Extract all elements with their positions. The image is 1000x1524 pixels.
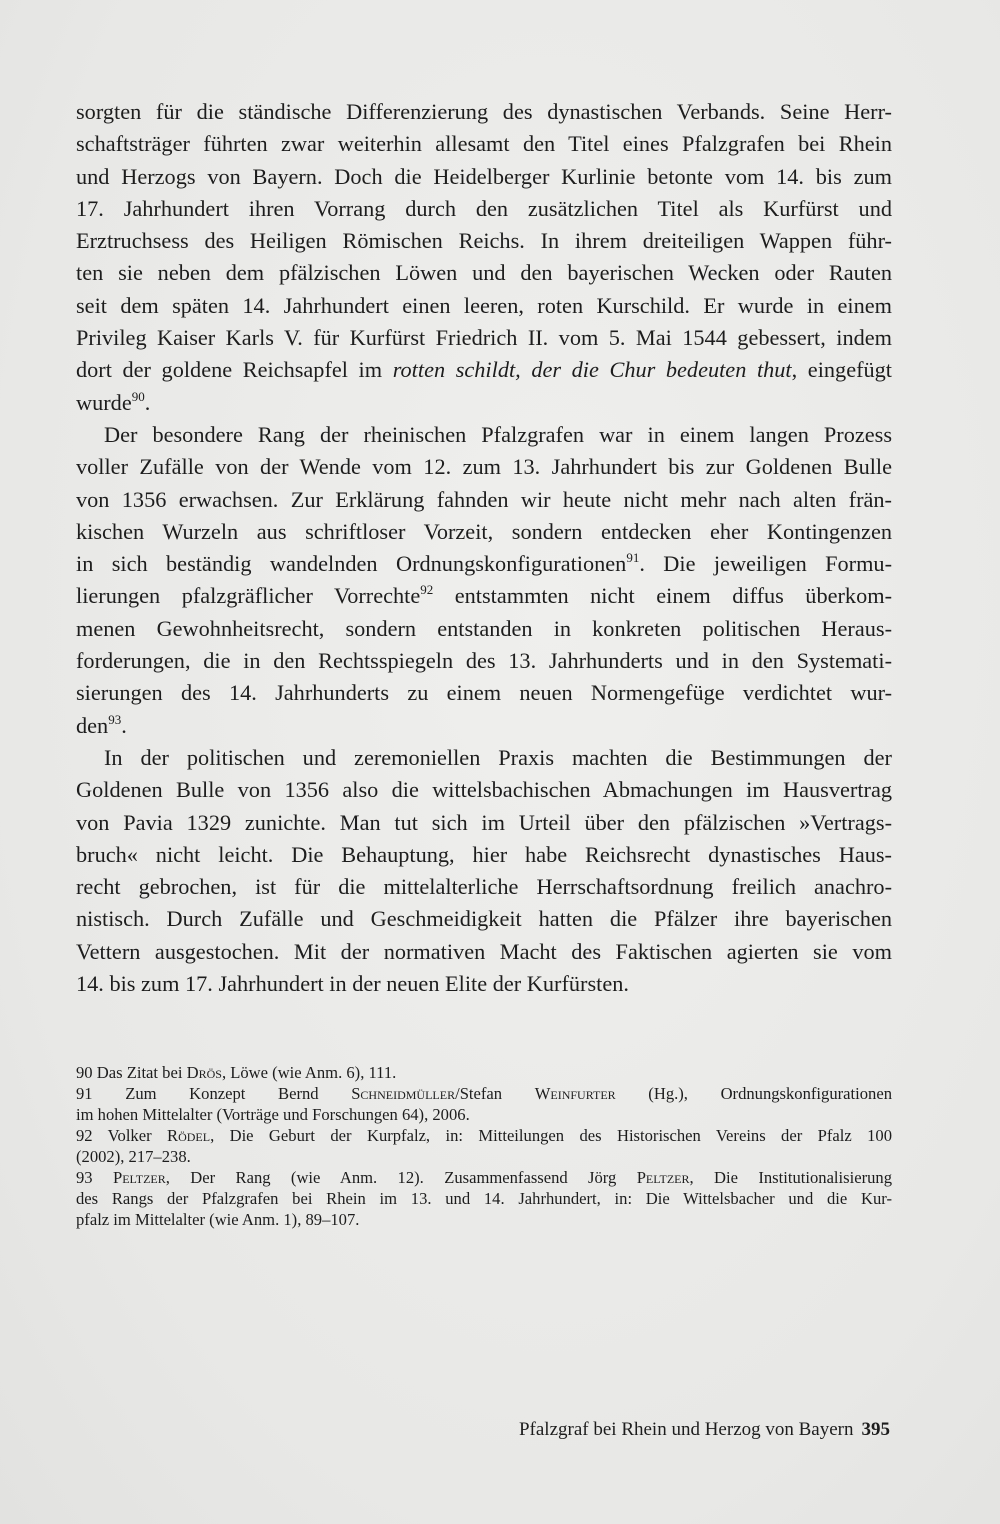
text-line: bruch« nicht leicht. Die Behauptung, hier habe Reichsrecht dynastisches Haus- (76, 841, 892, 867)
text-line: sorgten für die ständische Differenzierung des dynastischen Verbands. Seine Herr- (76, 99, 892, 124)
author-name: Drös (186, 1063, 222, 1082)
footnote-line: pfalz im Mittelalter (wie Anm. 1), 89–107. (76, 1210, 360, 1229)
text-line: Vettern ausgestochen. Mit der normativen Macht des Faktischen agierten sie vom (76, 938, 892, 964)
text-line (76, 387, 892, 419)
paragraph-1 (76, 96, 892, 419)
text-line: von 1356 erwachsen. Zur Erklärung fahnden wir heute nicht mehr nach alten frän- (76, 486, 892, 512)
footnote-reference-93[interactable]: 93 (108, 711, 122, 727)
text-span: den (76, 712, 109, 738)
text-span (93, 1168, 113, 1187)
text-span: Volker (92, 1126, 167, 1145)
text-line: von Pavia 1329 zunichte. Man tut sich im Urteil über den pfälzischen »Vertrags- (76, 809, 892, 835)
main-text (76, 96, 892, 1000)
text-span: Das Zitat bei (92, 1063, 187, 1082)
author-name: Rödel (167, 1126, 211, 1145)
text-span: . Die jeweiligen Formu- (639, 551, 892, 577)
text-line: recht gebrochen, ist für die mittelalterliche Herrschaftsordnung freilich anachro- (76, 874, 892, 900)
text-line: 14. bis zum 17. Jahrhundert in der neuen Elite der Kurfürsten. (76, 971, 629, 997)
footnote-line: des Rangs der Pfalzgrafen bei Rhein im 13. und 14. Jahrhundert, in: Die Wittelsbacher und die Kur- (76, 1189, 892, 1208)
paragraph-3 (76, 742, 892, 1000)
running-footer (519, 1417, 890, 1443)
text-span: entstammten nicht einem diffus überkom- (433, 583, 892, 609)
text-line: ten sie neben dem pfälzischen Löwen und den bayerischen Wecken oder Rauten (76, 260, 892, 286)
footnote-90 (76, 1062, 892, 1083)
text-line: seit dem späten 14. Jahrhundert einen leeren, roten Kurschild. Er wurde in einem (76, 292, 892, 318)
page-number: 395 (861, 1419, 890, 1440)
footnote-number: 93 (76, 1168, 93, 1187)
footnote-number: 92 (76, 1126, 93, 1145)
footnote-reference-92[interactable]: 92 (420, 582, 434, 598)
author-name: Peltzer (112, 1168, 166, 1187)
text-line: menen Gewohnheitsrecht, sondern entstanden in konkreten politischen Heraus- (76, 615, 892, 641)
footnote-line (76, 1125, 892, 1146)
author-name: Schneidmüller (351, 1084, 456, 1103)
text-line: voller Zufälle von der Wende vom 12. zum 13. Jahrhundert bis zur Goldenen Bulle (76, 454, 892, 480)
text-line (76, 548, 892, 580)
footnote-reference-90[interactable]: 90 (131, 388, 145, 404)
text-line: forderungen, die in den Rechtsspiegeln des 13. Jahrhunderts und in den Systemati- (76, 648, 892, 674)
text-line (76, 580, 892, 612)
footnote-line (76, 1083, 892, 1104)
footnote-line: im hohen Mittelalter (Vorträge und Forschungen 64), 2006. (76, 1105, 470, 1124)
footnote-93 (76, 1167, 892, 1230)
text-span: . (144, 389, 151, 415)
footnote-line: (2002), 217–238. (76, 1147, 191, 1166)
footnote-number: 91 (76, 1084, 93, 1103)
paragraph-2 (76, 419, 892, 742)
text-span: (Hg.), Ordnungskonfigurationen (615, 1084, 893, 1103)
footnote-line (76, 1062, 892, 1083)
text-span: , Die Geburt der Kurpfalz, in: Mitteilungen des Historischen Vereins der Pfalz 100 (210, 1126, 892, 1145)
text-line: Der besondere Rang der rheinischen Pfalzgrafen war in einem langen Prozess (104, 421, 892, 447)
text-line: Erztruchsess des Heiligen Römischen Reichs. In ihrem dreiteiligen Wappen führ- (76, 228, 892, 254)
quotation-italic: rotten schildt, der die Chur bedeuten thut (392, 357, 792, 383)
footnote-reference-91[interactable]: 91 (626, 550, 640, 566)
footnote-92 (76, 1125, 892, 1167)
author-name: Weinfurter (534, 1084, 616, 1103)
running-title: Pfalzgraf bei Rhein und Herzog von Bayern (518, 1419, 854, 1440)
text-span: lierungen pfalzgräflicher Vorrechte (76, 583, 421, 609)
footnote-91 (76, 1083, 892, 1125)
text-line: In der politischen und zeremoniellen Praxis machten die Bestimmungen der (104, 744, 892, 770)
author-name: Peltzer (636, 1168, 690, 1187)
footnote-line (76, 1167, 892, 1188)
text-line: nistisch. Durch Zufälle und Geschmeidigkeit hatten die Pfälzer ihre bayerischen (76, 906, 892, 932)
text-span: , Die Institutionalisierung (689, 1168, 892, 1187)
text-line: kischen Wurzeln aus schriftloser Vorzeit, sondern entdecken eher Kontingenzen (76, 518, 892, 544)
text-line: Privileg Kaiser Karls V. für Kurfürst Friedrich II. vom 5. Mai 1544 gebessert, indem (76, 325, 892, 351)
text-span: in sich beständig wandelnden Ordnungskonfigurationen (76, 551, 627, 577)
text-line (76, 710, 892, 742)
text-line: sierungen des 14. Jahrhunderts zu einem neuen Normengefüge verdichtet wur- (76, 680, 892, 706)
text-line: schaftsträger führten zwar weiterhin allesamt den Titel eines Pfalzgrafen bei Rhein (76, 131, 892, 157)
text-span: , Der Rang (wie Anm. 12). Zusammenfassend Jörg (165, 1168, 637, 1187)
text-span: , eingefügt (791, 357, 893, 383)
text-line: Goldenen Bulle von 1356 also die wittelsbachischen Abmachungen im Hausvertrag (76, 777, 892, 803)
text-line: 17. Jahrhundert ihren Vorrang durch den zusätzlichen Titel als Kurfürst und (76, 195, 892, 221)
text-line: und Herzogs von Bayern. Doch die Heidelberger Kurlinie betonte vom 14. bis zum (76, 163, 892, 189)
text-span: . (121, 712, 127, 738)
text-span: , Löwe (wie Anm. 6), 111. (221, 1063, 397, 1082)
text-span: dort der goldene Reichsapfel im (76, 357, 393, 383)
text-line (76, 354, 892, 386)
text-span: Zum Konzept Bernd (92, 1084, 352, 1103)
text-span: /Stefan (455, 1084, 535, 1103)
footnote-number: 90 (76, 1063, 93, 1082)
text-span: wurde (76, 389, 132, 415)
footnotes (76, 1062, 892, 1230)
